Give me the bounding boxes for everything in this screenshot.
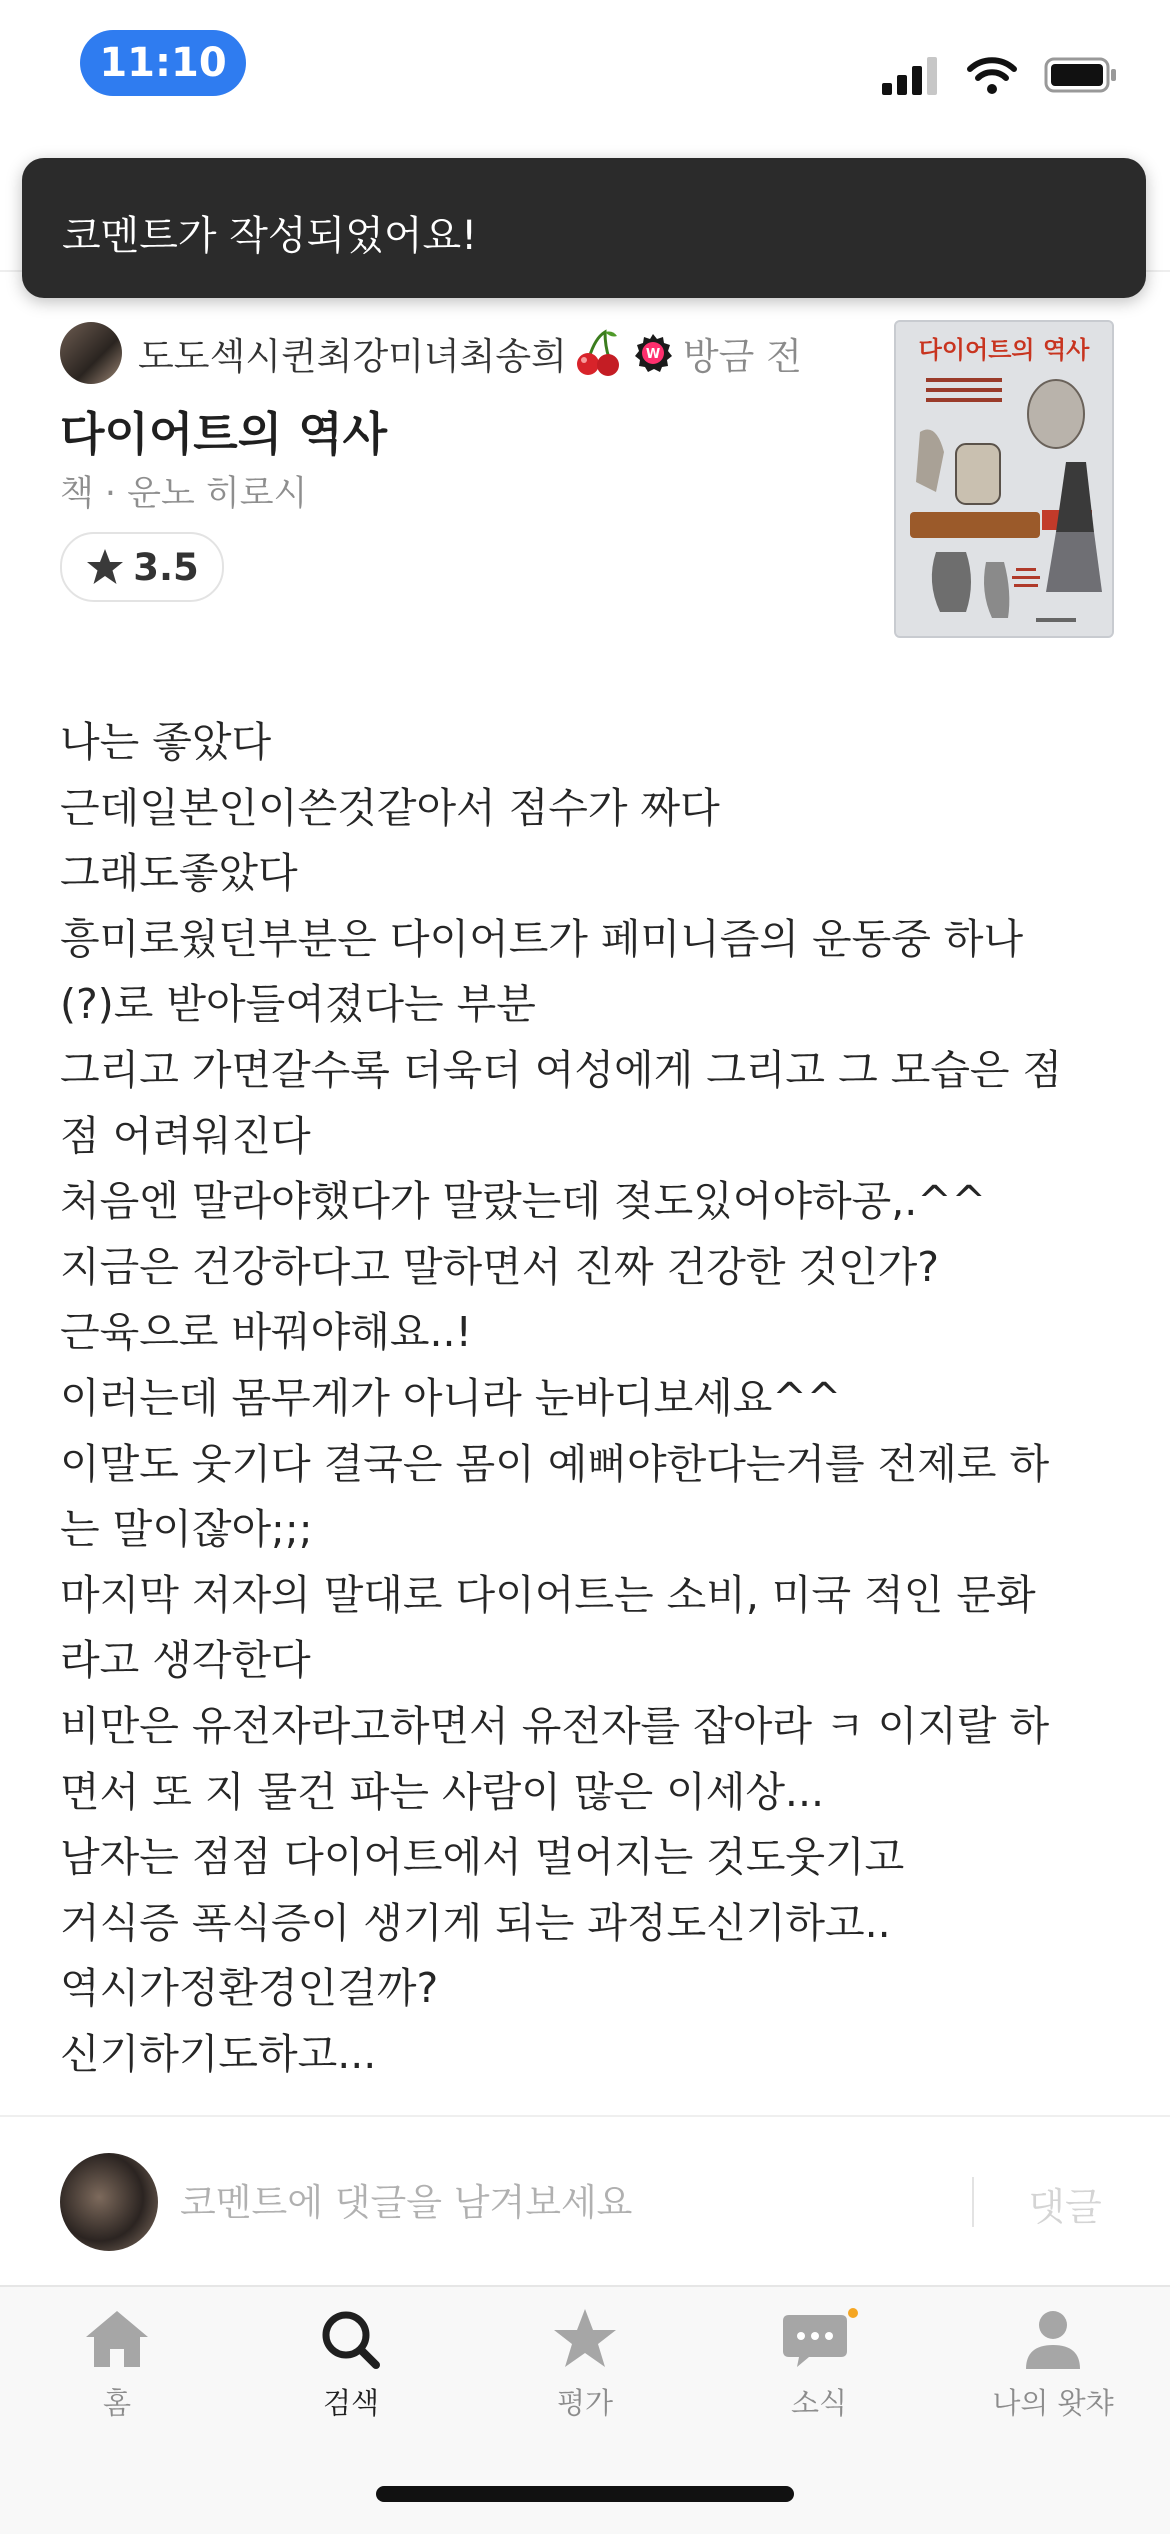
home-indicator [376, 2486, 794, 2502]
tab-my-watcha[interactable] [936, 2307, 1170, 2457]
status-time: 11:10 [80, 30, 246, 96]
tab-search[interactable] [234, 2307, 468, 2457]
comment-line: 나는 좋았다 [60, 718, 272, 766]
comment-line: 역시가정환경인걸까? [60, 1964, 439, 2013]
tab-news[interactable] [702, 2307, 936, 2457]
comment-line: 이말도 웃기다 결국은 몸이 예뻐야한다는거를 전제로 하 [60, 1439, 1050, 1488]
author-name[interactable]: 도도섹시퀸최강미녀최송희 [138, 335, 567, 378]
comment-line: 근육으로 바꿔야해요..! [60, 1308, 472, 1357]
tab-label: 소식 [790, 2386, 848, 2420]
toast-message: 코멘트가 작성되었어요! [62, 213, 478, 259]
cherry-icon [575, 328, 621, 378]
comment-line: 근데일본인이쓴것같아서 점수가 짜다 [60, 783, 720, 832]
comment-author-row [60, 320, 802, 386]
tab-label: 평가 [556, 2386, 614, 2420]
reply-bar [0, 2115, 1170, 2287]
book-meta: 책 · 운노 히로시 [60, 474, 308, 514]
comment-timestamp: 방금 전 [682, 335, 802, 378]
person-icon [1018, 2307, 1088, 2371]
battery-icon [1044, 56, 1118, 94]
book-cover[interactable] [894, 320, 1114, 638]
toast-notification [22, 158, 1146, 298]
comment-line: (?)로 받아들여졌다는 부분 [60, 980, 536, 1029]
user-avatar [60, 2153, 158, 2251]
comment-line: 라고 생각한다 [60, 1636, 311, 1685]
tab-label: 홈 [102, 2386, 131, 2420]
tab-home[interactable] [0, 2307, 234, 2457]
comment-line: 이러는데 몸무게가 아니라 눈바디보세요^^ [60, 1373, 842, 1422]
comment-line: 비만은 유전자라고하면서 유전자를 잡아라 ㅋ 이지랄 하 [60, 1701, 1050, 1750]
svg-text:W: W [645, 347, 661, 362]
reply-divider [972, 2177, 974, 2227]
badge-icon [633, 333, 673, 373]
star-icon [85, 547, 125, 587]
comment-line: 그리고 가면갈수록 더욱더 여성에게 그리고 그 모습은 점 [60, 1045, 1063, 1094]
comment-line: 지금은 건강하다고 말하면서 진짜 건강한 것인가? [60, 1242, 940, 1291]
tab-label: 검색 [322, 2386, 380, 2420]
comment-line: 그래도좋았다 [60, 849, 298, 898]
book-title[interactable]: 다이어트의 역사 [60, 407, 388, 461]
wifi-icon [966, 55, 1018, 95]
chat-icon [779, 2307, 859, 2371]
tab-label: 나의 왓챠 [992, 2386, 1114, 2420]
comment-line: 면서 또 지 물건 파는 사람이 많은 이세상... [60, 1767, 825, 1816]
comment-line: 흥미로웠던부분은 다이어트가 페미니즘의 운동중 하나 [60, 914, 1024, 963]
comment-line: 거식증 폭식증이 생기게 되는 과정도신기하고.. [60, 1898, 891, 1947]
status-bar [0, 0, 1170, 140]
comment-line: 는 말이잖아;;; [60, 1505, 313, 1554]
reply-submit-button[interactable]: 댓글 [1000, 2175, 1130, 2232]
comment-line: 처음엔 말라야했다가 말랐는데 젖도있어야하공,.^^ [60, 1177, 986, 1226]
comment-line: 남자는 점점 다이어트에서 멀어지는 것도웃기고 [60, 1833, 905, 1882]
comment-line: 신기하기도하고... [60, 2029, 377, 2078]
rating-value: 3.5 [133, 545, 199, 589]
cellular-signal-icon [882, 55, 940, 95]
comment-body [60, 710, 1120, 2115]
comment-line: 점 어려워진다 [60, 1111, 311, 1160]
cover-title: 다이어트의 역사 [918, 336, 1090, 364]
home-icon [82, 2307, 152, 2371]
status-icons [882, 50, 1118, 100]
search-icon [316, 2307, 386, 2371]
rating-badge [60, 532, 224, 602]
reply-input[interactable] [178, 2171, 942, 2233]
author-avatar[interactable] [60, 322, 122, 384]
comment-line: 마지막 저자의 말대로 다이어트는 소비, 미국 적인 문화 [60, 1570, 1036, 1619]
star-icon [550, 2307, 620, 2371]
tab-rate[interactable] [468, 2307, 702, 2457]
